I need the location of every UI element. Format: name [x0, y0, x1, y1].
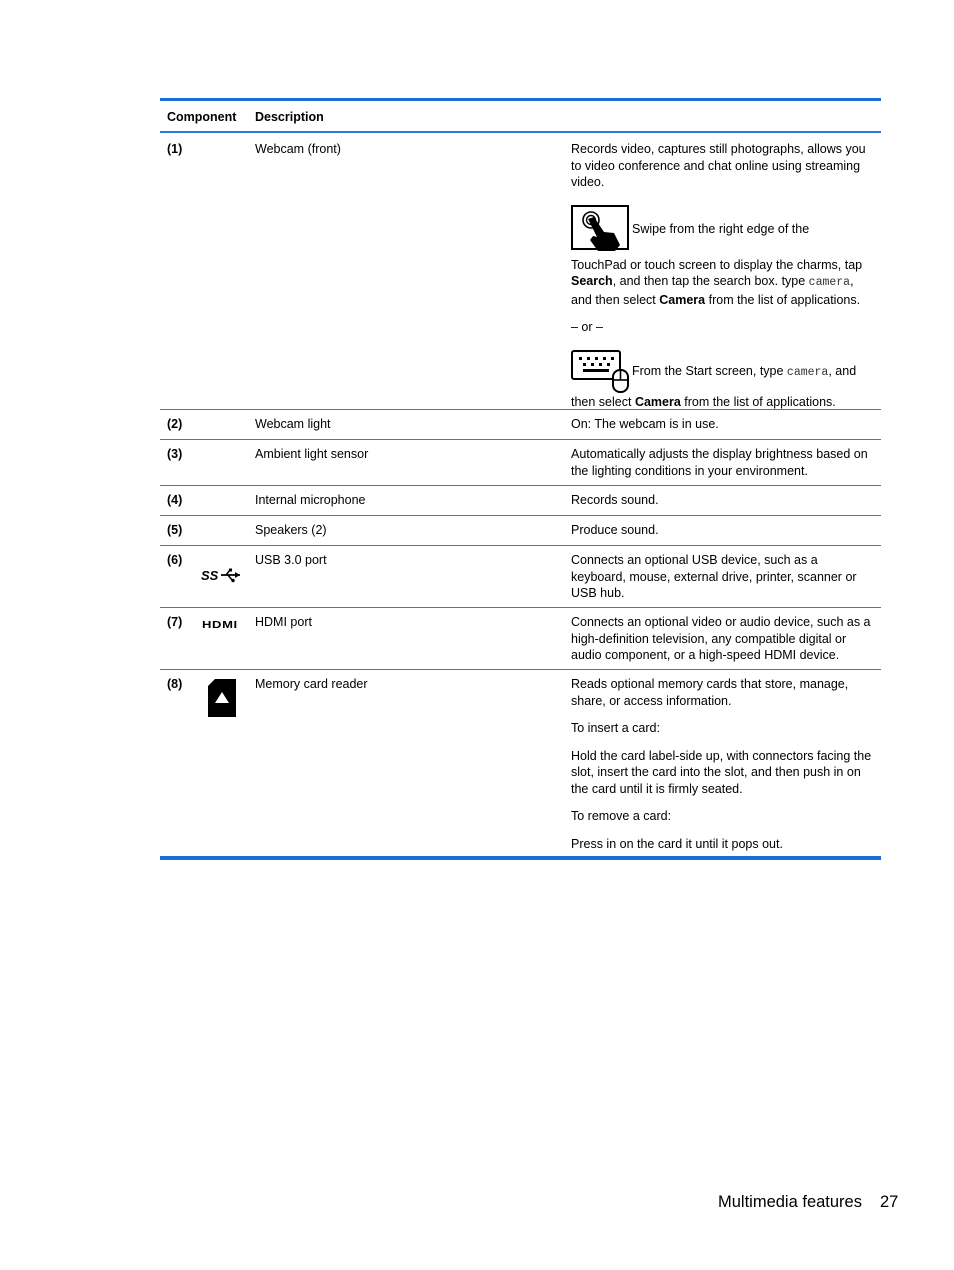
- row-description: Produce sound.: [571, 523, 659, 537]
- row-description: Automatically adjusts the display brightness based on the lighting conditions in your environment.: [571, 447, 868, 478]
- or-separator: – or –: [571, 320, 603, 334]
- description-text: Reads optional memory cards that store, manage, share, or access information.: [571, 677, 849, 708]
- row-number: (3): [167, 447, 183, 461]
- header-description: Description: [255, 110, 324, 124]
- header-component: Component: [167, 110, 237, 124]
- row-number: (6): [167, 553, 183, 567]
- row-number: (1): [167, 142, 183, 156]
- usb-superspeed-icon: [200, 566, 244, 584]
- touch-instruction-lead: Swipe from the right edge of the: [632, 221, 810, 236]
- table-row: [160, 516, 881, 546]
- component-name: Webcam light: [255, 417, 331, 431]
- table-row: [160, 440, 881, 486]
- keyboard-instruction: [571, 350, 876, 394]
- table-row: [160, 410, 881, 440]
- svg-text:SS: SS: [201, 568, 219, 583]
- remove-title: To remove a card:: [571, 809, 672, 823]
- hdmi-icon: HDMI: [202, 620, 238, 631]
- touch-instruction: [571, 205, 876, 252]
- page-number: 27: [879, 1193, 899, 1211]
- memory-card-icon: [207, 678, 237, 718]
- insert-title: To insert a card:: [571, 721, 660, 735]
- row-description: [571, 141, 876, 410]
- table-row: [160, 133, 881, 410]
- insert-text: Hold the card label-side up, with connectors facing the slot, insert the card into the slot, and then push in on the card until it is firmly seated.: [571, 748, 872, 796]
- keyboard-mouse-icon: [571, 350, 633, 394]
- row-description: Connects an optional video or audio device, such as a high-definition television, any compatible digital or audio component, or a high-speed HDMI device.: [571, 615, 871, 662]
- row-number: (4): [167, 493, 183, 507]
- component-name: Ambient light sensor: [255, 447, 369, 461]
- table-bottom-rule: [160, 856, 881, 860]
- table-row: [160, 486, 881, 516]
- row-description: Records sound.: [571, 493, 659, 507]
- touch-gesture-icon: [571, 205, 629, 251]
- row-description: [571, 676, 876, 852]
- component-name: Speakers (2): [255, 523, 327, 537]
- table-row: [160, 670, 881, 856]
- touch-instruction-text: TouchPad or touch screen to display the charms, tap Search, and then tap the search box. type camera, and then select Camera from the list of applications.: [571, 257, 863, 307]
- table-row: [160, 608, 881, 670]
- description-text: Records video, captures still photographs, allows you to video conference and chat online using streaming video.: [571, 142, 866, 189]
- page-footer: [718, 1192, 898, 1212]
- component-table: [160, 98, 881, 860]
- table-row: [160, 546, 881, 608]
- component-name: Internal microphone: [255, 493, 366, 507]
- component-name: HDMI port: [255, 615, 312, 629]
- row-description: Connects an optional USB device, such as a keyboard, mouse, external drive, printer, scanner or USB hub.: [571, 553, 857, 600]
- table-header-row: [160, 101, 881, 133]
- row-number: (8): [167, 677, 183, 691]
- component-name: Webcam (front): [255, 142, 341, 156]
- component-name: Memory card reader: [255, 677, 368, 691]
- row-description: On: The webcam is in use.: [571, 417, 719, 431]
- row-number: (7): [167, 615, 183, 629]
- component-name: USB 3.0 port: [255, 553, 327, 567]
- footer-section-title: Multimedia features: [718, 1193, 862, 1211]
- row-number: (5): [167, 523, 183, 537]
- keyboard-instruction-lead: From the Start screen, type camera, and: [632, 363, 857, 379]
- remove-text: Press in on the card it until it pops out.: [571, 836, 783, 851]
- keyboard-instruction-text: then select Camera from the list of applications.: [571, 394, 836, 409]
- row-number: (2): [167, 417, 183, 431]
